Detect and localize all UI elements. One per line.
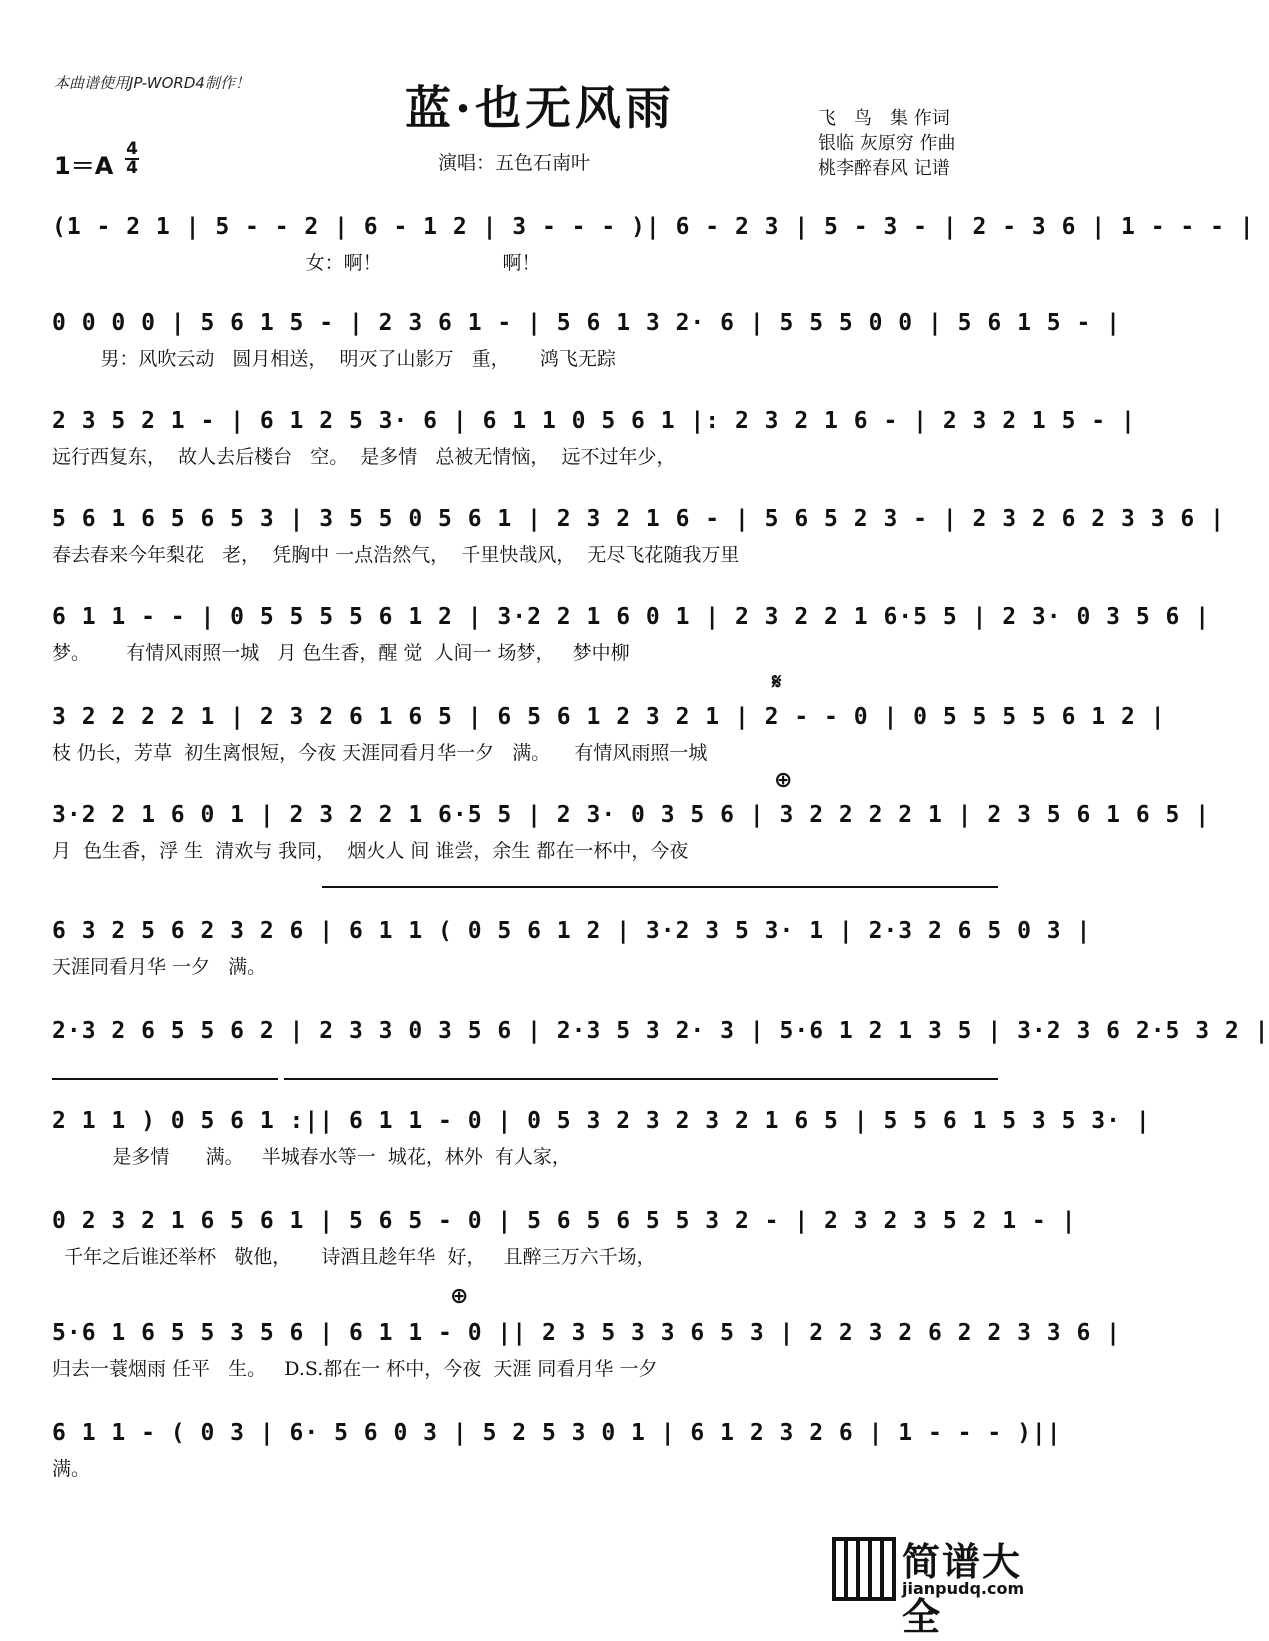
singer: 演唱：五色石南叶 (438, 152, 591, 174)
time-signature (125, 139, 139, 178)
lyrics-line: 女：啊！ 啊！ (52, 252, 541, 274)
credit-note: 本曲谱使用JP-WORD4制作！ (54, 74, 250, 92)
lyrics-line: 天涯同看月华 一夕 满。 (52, 956, 267, 978)
notes-line: 0 2 3 2 1 6 5 6 1 | 5 6 5 - 0 | 5 6 5 6 5 5 3 2 - | 2 3 2 3 5 2 1 - | (52, 1208, 1077, 1234)
page-title: 蓝·也无风雨 (404, 81, 675, 135)
notes-line: 2 3 5 2 1 - | 6 1 2 5 3· 6 | 6 1 1 0 5 6 1 |: 2 3 2 1 6 - | 2 3 2 1 5 - | (52, 408, 1136, 434)
volta-1-bracket (322, 886, 998, 888)
site-logo[interactable] (832, 1531, 1060, 1639)
lyrics-line: 归去一蓑烟雨 任平 生。 D.S.都在一 杯中，今夜 天涯 同看月华 一夕 (52, 1358, 658, 1380)
lyrics-line: 梦。 有情风雨照一城 月 色生香，醒 觉 人间一 场梦， 梦中柳 (52, 642, 630, 664)
notes-line: 2 1 1 ) 0 5 6 1 :|| 6 1 1 - 0 | 0 5 3 2 3 2 3 2 1 6 5 | 5 5 6 1 5 3 5 3· | (52, 1108, 1151, 1134)
time-top: 4 (126, 139, 138, 159)
volta-1-bracket-end (52, 1078, 278, 1080)
lyricist: 飞 鸟 集 作词 (818, 108, 950, 129)
notes-line: 3·2 2 1 6 0 1 | 2 3 2 2 1 6·5 5 | 2 3· 0 3 5 6 | 3 2 2 2 2 1 | 2 3 5 6 1 6 5 | (52, 802, 1211, 828)
lyrics-line: 月 色生香，浮 生 清欢与 我同， 烟火人 间 谁尝，余生 都在一杯中，今夜 (52, 840, 689, 862)
lyrics-line: 满。 (52, 1458, 91, 1480)
logo-text: 简谱大全 (902, 1540, 1023, 1639)
notes-line: 6 1 1 - ( 0 3 | 6· 5 6 0 3 | 5 2 5 3 0 1 | 6 1 2 3 2 6 | 1 - - - )|| (52, 1420, 1062, 1446)
lyrics-line: 男：风吹云动 圆月相送， 明灭了山影万 重， 鸿飞无踪 (52, 348, 616, 370)
lyrics-line: 枝 仍长，芳草 初生离恨短，今夜 天涯同看月华一夕 满。 有情风雨照一城 (52, 742, 708, 764)
notes-line: (1 - 2 1 | 5 - - 2 | 6 - 1 2 | 3 - - - )| 6 - 2 3 | 5 - 3 - | 2 - 3 6 | 1 - - - | (52, 214, 1255, 240)
lyrics-line: 远行西复东， 故人去后楼台 空。 是多情 总被无情恼， 远不过年少， (52, 446, 676, 468)
credits (818, 106, 955, 181)
transcriber: 桃李醉春风 记谱 (818, 158, 950, 179)
coda-sign: ⊕ (774, 768, 793, 793)
segno-sign: 𝄋 (772, 670, 782, 695)
lyrics-line: 是多情 满。 半城春水等一 城花，林外 有人家， (52, 1146, 571, 1168)
piano-icon (832, 1537, 896, 1601)
time-bottom: 4 (126, 158, 138, 178)
logo-url: jianpudq.com (902, 1579, 1025, 1598)
notes-line: 6 1 1 - - | 0 5 5 5 5 6 1 2 | 3·2 2 1 6 0 1 | 2 3 2 2 1 6·5 5 | 2 3· 0 3 5 6 | (52, 604, 1211, 630)
notes-line: 2·3 2 6 5 5 6 2 | 2 3 3 0 3 5 6 | 2·3 5 3 2· 3 | 5·6 1 2 1 3 5 | 3·2 3 6 2·5 3 2 | (52, 1018, 1269, 1044)
notes-line: 5 6 1 6 5 6 5 3 | 3 5 5 0 5 6 1 | 2 3 2 1 6 - | 5 6 5 2 3 - | 2 3 2 6 2 3 3 6 | (52, 506, 1225, 532)
lyrics-line: 千年之后谁还举杯 敬他， 诗酒且趁年华 好， 且醉三万六千场， (52, 1246, 656, 1268)
notes-line: 0 0 0 0 | 5 6 1 5 - | 2 3 6 1 - | 5 6 1 3 2· 6 | 5 5 5 0 0 | 5 6 1 5 - | (52, 310, 1121, 336)
key-signature: 1＝A (54, 152, 114, 180)
notes-line: 6 3 2 5 6 2 3 2 6 | 6 1 1 ( 0 5 6 1 2 | 3·2 3 5 3· 1 | 2·3 2 6 5 0 3 | (52, 918, 1092, 944)
notes-line: 3 2 2 2 2 1 | 2 3 2 6 1 6 5 | 6 5 6 1 2 3 2 1 | 2 - - 0 | 0 5 5 5 5 6 1 2 | (52, 704, 1166, 730)
coda-sign: ⊕ (450, 1284, 469, 1309)
lyrics-line: 春去春来今年梨花 老， 凭胸中 一点浩然气， 千里快哉风， 无尽飞花随我万里 (52, 544, 740, 566)
notes-line: 5·6 1 6 5 5 3 5 6 | 6 1 1 - 0 || 2 3 5 3 3 6 5 3 | 2 2 3 2 6 2 2 3 3 6 | (52, 1320, 1121, 1346)
composer: 银临 灰原穷 作曲 (818, 133, 956, 154)
volta-2-bracket (284, 1078, 998, 1080)
